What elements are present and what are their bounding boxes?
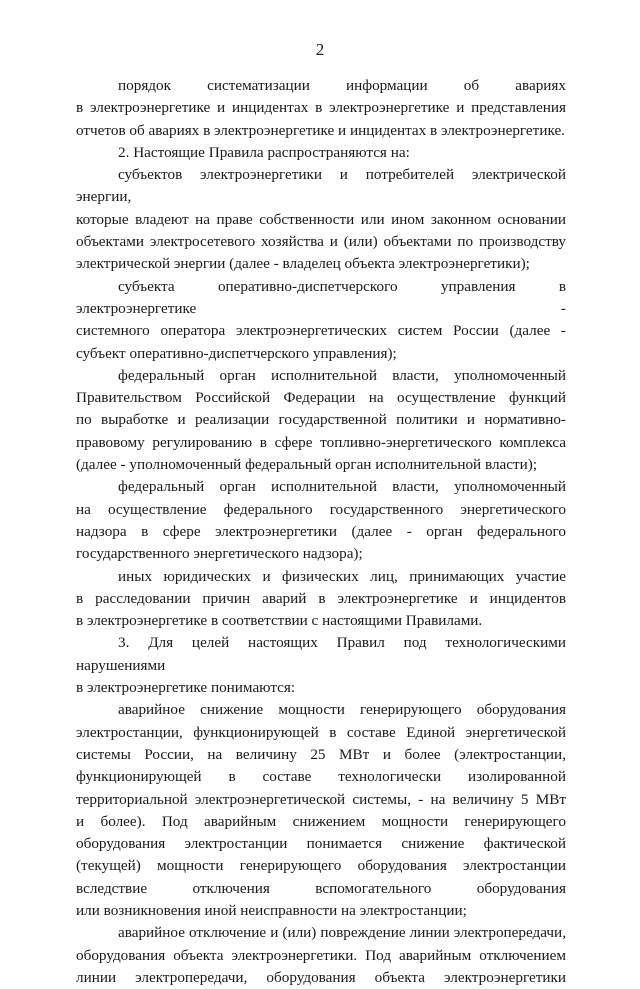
text-line: на осуществление федерального государственного энергетического xyxy=(76,500,566,518)
text-line: функционирующей в составе технологически изолированной xyxy=(76,768,566,786)
text-line: (текущей) мощности генерирующего оборудования электростанции xyxy=(76,857,566,875)
text-line: в расследовании причин аварий в электроэнергетике и инцидентов xyxy=(76,589,566,607)
text-line: отчетов об авариях в электроэнергетике и инцидентах в электроэнергетике. xyxy=(76,121,565,139)
document-body xyxy=(76,75,566,989)
text-line: объектами электросетевого хозяйства и (или) объектами по производству xyxy=(76,233,566,251)
text-line: порядок систематизации информации об авариях xyxy=(118,77,566,94)
text-line: системного оператора электроэнергетических систем России (далее - xyxy=(76,322,566,340)
text-line: государственного энергетического надзора); xyxy=(76,545,363,563)
text-line: системы России, на величину 25 МВт и более (электростанции, xyxy=(76,745,566,763)
text-line: в электроэнергетике в соответствии с настоящими Правилами. xyxy=(76,612,483,630)
text-line: (далее - уполномоченный федеральный орган исполнительной власти); xyxy=(76,456,538,474)
text-line: оборудования объекта электроэнергетики. Под аварийным отключением xyxy=(76,946,566,964)
text-line: которые владеют на праве собственности или ином законном основании xyxy=(76,210,566,228)
text-line: федеральный орган исполнительной власти, уполномоченный xyxy=(118,366,566,384)
text-line: субъектов электроэнергетики и потребителей электрической энергии, xyxy=(76,166,566,206)
text-line: субъект оперативно-диспетчерского управления); xyxy=(76,344,397,362)
text-line: субъекта оперативно-диспетчерского управления в электроэнергетике - xyxy=(76,277,566,317)
text-line: в электроэнергетике понимаются: xyxy=(76,679,296,697)
text-line: иных юридических и физических лиц, принимающих участие xyxy=(118,567,566,585)
text-line: линии электропередачи, оборудования объекта электроэнергетики xyxy=(76,968,566,986)
text-line: по выработке и реализации государственной политики и нормативно- xyxy=(76,411,566,429)
text-line: аварийное снижение мощности генерирующего оборудования xyxy=(118,701,566,719)
page-number: 2 xyxy=(315,40,325,59)
text-line: аварийное отключение и (или) повреждение линии электропередачи, xyxy=(118,924,566,942)
text-line: электрической энергии (далее - владелец объекта электроэнергетики); xyxy=(76,255,530,273)
text-line: и более). Под аварийным снижением мощности генерирующего xyxy=(76,812,566,830)
text-line: надзора в сфере электроэнергетики (далее - орган федерального xyxy=(76,522,566,540)
text-line: 3. Для целей настоящих Правил под технологическими нарушениями xyxy=(76,634,566,674)
text-line: территориальной электроэнергетической системы, - на величину 5 МВт xyxy=(76,790,566,808)
text-line: Правительством Российской Федерации на осуществление функций xyxy=(76,389,566,407)
text-line: правовому регулированию в сфере топливно-энергетического комплекса xyxy=(76,433,566,451)
text-line: федеральный орган исполнительной власти, уполномоченный xyxy=(118,478,566,496)
text-line: или возникновения иной неисправности на электростанции; xyxy=(76,901,467,919)
text-line: вследствие отключения вспомогательного оборудования xyxy=(76,879,566,897)
text-line: в электроэнергетике и инцидентах в электроэнергетике и представления xyxy=(76,99,566,117)
text-line: 2. Настоящие Правила распространяются на: xyxy=(118,143,410,161)
text-line: оборудования электростанции понимается снижение фактической xyxy=(76,835,566,853)
text-line: электростанции, функционирующей в составе Единой энергетической xyxy=(76,723,566,741)
